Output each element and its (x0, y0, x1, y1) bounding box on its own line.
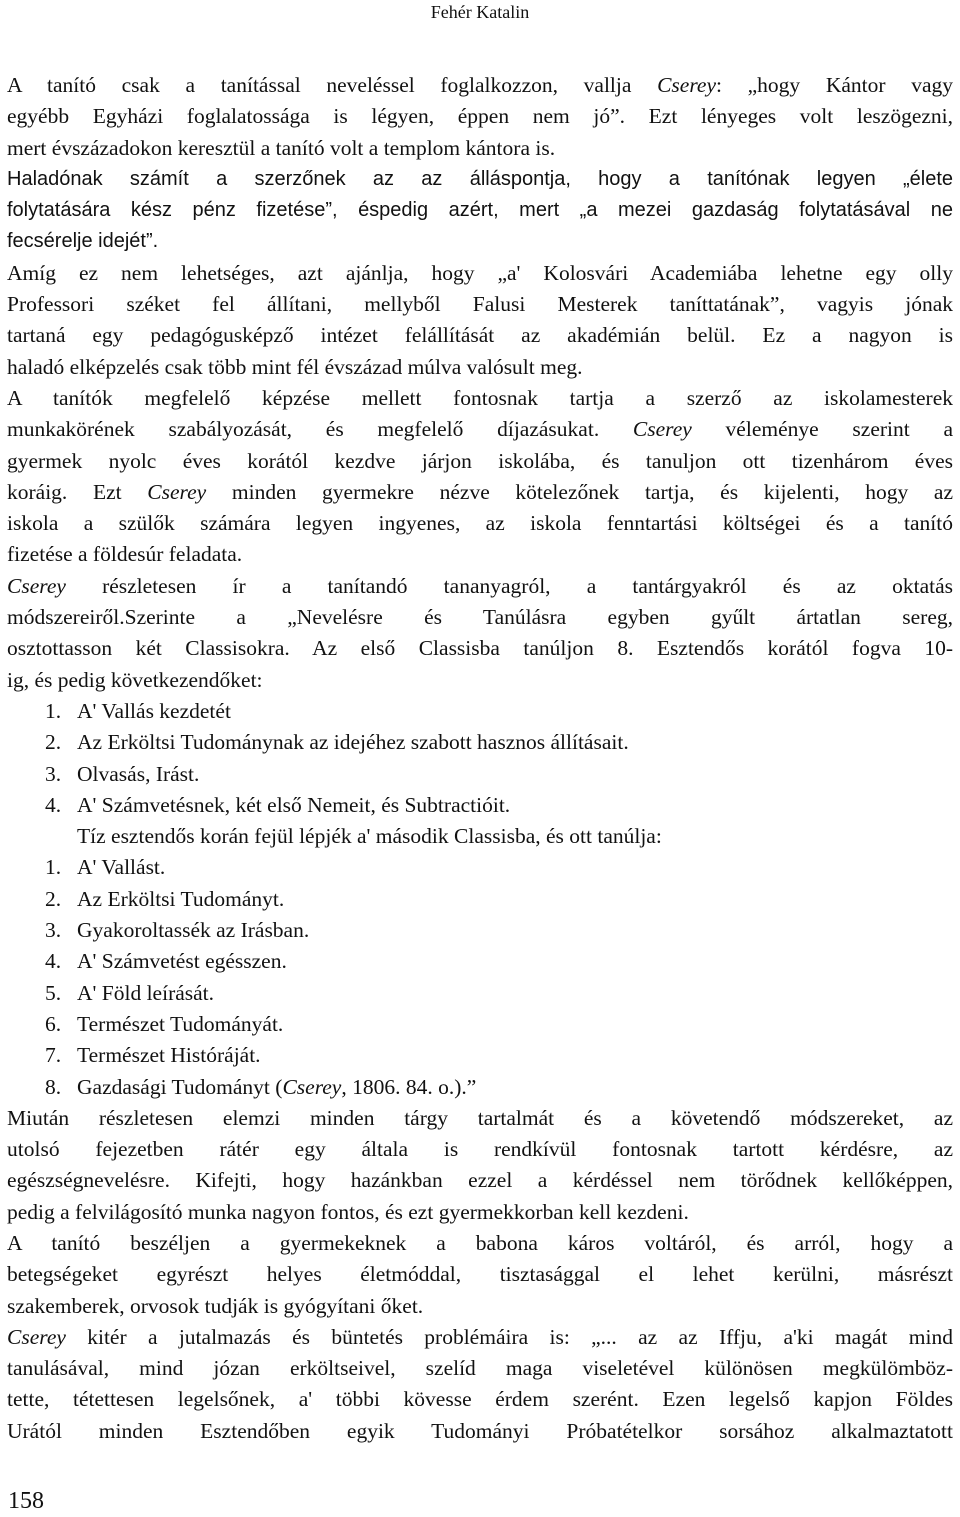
text-line: Professori széket fel állítani, mellyből Falusi Mesterek taníttatának”, vagyis jónak (7, 292, 953, 317)
text-line: tartaná egy pedagógusképző intézet felállítását az akadémián belül. Ez a nagyon is (7, 323, 953, 348)
text-line: Tíz esztendős korán fejül lépjék a' második Classisba, és ott tanúlja: (77, 824, 662, 849)
list-number: 4. (45, 949, 62, 974)
text-line: módszereiről.Szerinte a „Nevelésre és Tanúlásra egyben gyűlt ártatlan sereg, (7, 605, 953, 630)
page-number: 158 (8, 1488, 44, 1514)
list-item-text: Az Erköltsi Tudományt. (77, 886, 285, 911)
text-line: Miután részletesen elemzi minden tárgy tartalmát és a követendő módszereket, az (7, 1105, 953, 1130)
list-item-text: A' Vallás kezdetét (77, 698, 231, 723)
list-number: 7. (45, 1043, 62, 1068)
list-item-text: Gyakoroltassék az Irásban. (77, 918, 310, 943)
list-number: 6. (45, 1011, 62, 1036)
text-line: Amíg ez nem lehetséges, azt ajánlja, hogy „a' Kolosvári Academiába lehetne egy olly (7, 260, 953, 285)
text-line: iskola a szülők számára legyen ingyenes, az iskola fenntartási költségei és a tanító (7, 511, 953, 536)
text-line: mert évszázadokon keresztül a tanító volt a templom kántora is. (7, 135, 556, 160)
list-item (7, 946, 953, 977)
list-item-text: Olvasás, Irást. (77, 761, 200, 786)
list-number: 3. (45, 918, 62, 943)
list-number: 2. (45, 886, 62, 911)
text-line: gyermek nyolc éves korától kezdve járjon iskolába, és tanuljon ott tizenhárom éves (7, 448, 953, 473)
list-item (7, 696, 953, 727)
list-item (7, 915, 953, 946)
text-line: Cserey részletesen ír a tanítandó tananyagról, a tantárgyakról és az oktatás (7, 573, 953, 598)
list-item (7, 759, 953, 790)
list-number: 2. (45, 730, 62, 755)
text-line: pedig a felvilágosító munka nagyon fontos, és ezt gyermekkorban kell kezdeni. (7, 1199, 689, 1224)
text-line: A tanító csak a tanítással neveléssel foglalkozzon, vallja Cserey: „hogy Kántor vagy (7, 73, 953, 97)
text-line: folytatására kész pénz fizetése”, éspedig azért, mert „a mezei gazdaság folytatásával ne (7, 199, 953, 222)
list-item (7, 727, 953, 758)
text-line: egyébb Egyházi foglalatossága is légyen, éppen nem jó”. Ezt lényeges volt leszögezni, (7, 104, 953, 129)
text-line: A tanítók megfelelő képzése mellett fontosnak tartja a szerző az iskolamesterek (7, 385, 953, 410)
running-header: Fehér Katalin (430, 2, 530, 22)
text-line: Urától minden Esztendőben egyik Tudományi Próbatételkor sorsához alkalmaztatott (7, 1418, 953, 1443)
text-line: fecsérelje idejét”. (7, 230, 159, 253)
text-line: osztottasson két Classisokra. Az első Classisba tanúljon 8. Esztendős korától fogva 10- (7, 636, 953, 661)
list-item (7, 790, 953, 821)
list-item-text: A' Föld leírását. (77, 980, 215, 1005)
text-line: Haladónak számít a szerzőnek az az álláspontja, hogy a tanítónak legyen „élete (7, 167, 953, 190)
list-number: 1. (45, 698, 62, 723)
list-item-text: Az Erköltsi Tudománynak az idejéhez szabott hasznos állításait. (77, 730, 629, 755)
text-line: ig, és pedig következendőket: (7, 667, 263, 692)
text-line: fizetése a földesúr feladata. (7, 542, 243, 567)
list-number: 4. (45, 792, 62, 817)
list-item-text: Gazdasági Tudományt (Cserey, 1806. 84. o.).” (77, 1074, 477, 1099)
list-item (7, 1009, 953, 1040)
list-number: 3. (45, 761, 62, 786)
list-item (7, 1072, 953, 1103)
list-item (7, 978, 953, 1009)
list-item-text: A' Számvetést egésszen. (77, 949, 287, 974)
list-item-text: Természet Tudományát. (77, 1011, 284, 1036)
list-item (7, 1040, 953, 1071)
list-item (7, 884, 953, 915)
text-line: koráig. Ezt Cserey minden gyermekre nézve kötelezőnek tartja, és kijelenti, hogy az (7, 479, 953, 504)
text-line: haladó elképzelés csak több mint fél évszázad múlva valósult meg. (7, 354, 583, 379)
text-line: Cserey kitér a jutalmazás és büntetés problémáira is: „... az az Iffju, a'ki magát mind (7, 1324, 953, 1349)
list-item-text: Természet Históráját. (77, 1043, 261, 1068)
list-item-text: A' Számvetésnek, két első Nemeit, és Subtractióit. (77, 792, 511, 817)
list-number: 1. (45, 855, 62, 880)
body-text (7, 70, 953, 1447)
list-number: 8. (45, 1074, 62, 1099)
text-line: A tanító beszéljen a gyermekeknek a babona káros voltáról, és arról, hogy a (7, 1230, 953, 1255)
list-item (7, 852, 953, 883)
text-line: tanulásával, mind józan erköltseivel, szelíd maga viseletével különösen megkülömböz- (7, 1356, 953, 1381)
text-line: utolsó fejezetben rátér egy általa is rendkívül fontosnak tartott kérdésre, az (7, 1137, 953, 1162)
text-line: tette, tétettesen legelsőnek, a' többi kövesse érdem szerént. Ezen legelső kapjon Földes (7, 1387, 953, 1412)
list-item-text: A' Vallást. (77, 855, 166, 880)
text-line: munkakörének szabályozását, és megfelelő díjazásukat. Cserey véleménye szerint a (7, 417, 953, 442)
text-line: szakemberek, orvosok tudják is gyógyítani őket. (7, 1293, 424, 1318)
list-number: 5. (45, 980, 62, 1005)
text-line: betegségeket egyrészt helyes életmóddal, tisztasággal el lehet kerülni, másrészt (7, 1262, 953, 1287)
text-line: egészségnevelésre. Kifejti, hogy hazánkban ezzel a kérdéssel nem törődnek kellőképpen, (7, 1168, 953, 1193)
